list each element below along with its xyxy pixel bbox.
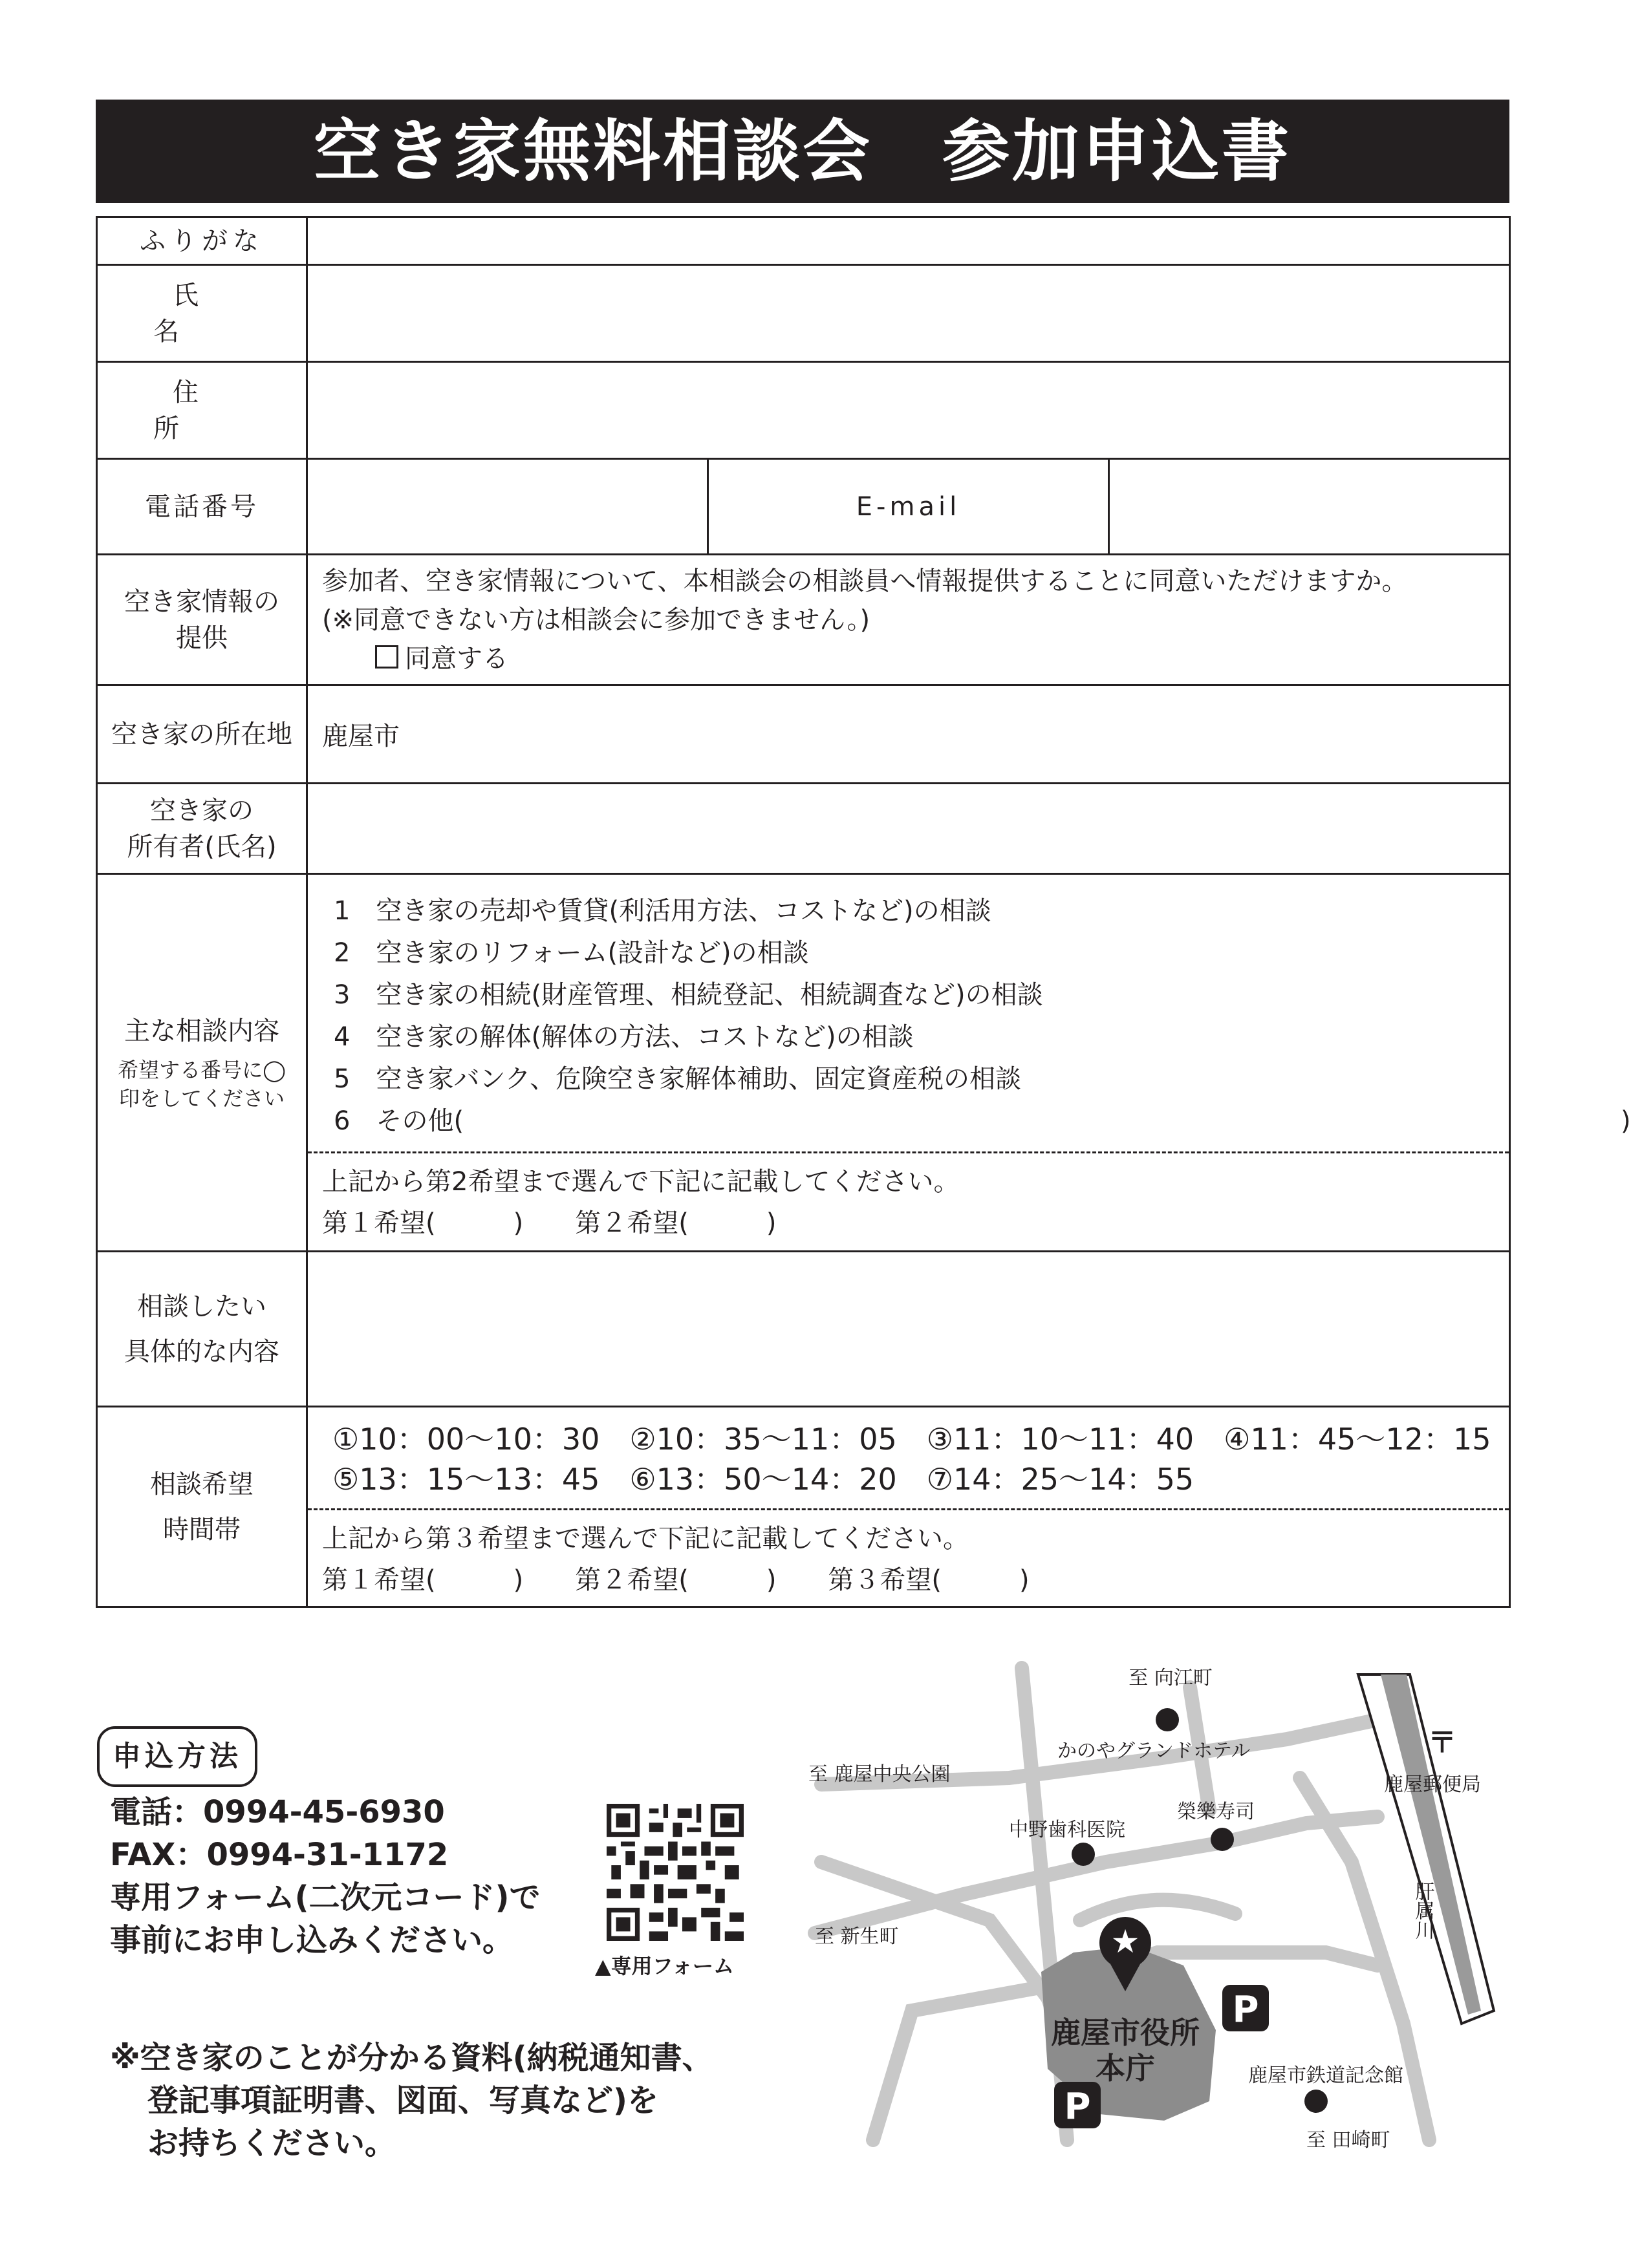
note-line-3: お持ちください。 — [147, 2125, 396, 2161]
qr-code-icon[interactable] — [607, 1804, 744, 1941]
to-mukaemachi-label: 至 向江町 — [1129, 1667, 1213, 1689]
info-text-1: 参加者、空き家情報について、本相談会の相談員へ情報提供することに同意いただけますか。 — [322, 566, 1408, 596]
info-provision-cell — [307, 555, 1510, 685]
time-choice[interactable]: 第１希望( ) 第２希望( ) 第３希望( ) — [322, 1565, 1030, 1595]
howto-title: 申込方法 — [97, 1726, 257, 1787]
sushi-marker — [1211, 1828, 1234, 1851]
to-shinsei-label: 至 新生町 — [815, 1925, 899, 1948]
location-field[interactable]: 鹿屋市 — [307, 685, 1510, 784]
time-choice-section — [308, 1508, 1509, 1606]
howto-line-3: 専用フォーム(二次元コード)で — [110, 1879, 541, 1916]
address-field[interactable] — [307, 362, 1510, 459]
owner-field[interactable] — [307, 784, 1510, 874]
topics-label: 主な相談内容 希望する番号に◯ 印をしてください — [97, 874, 307, 1252]
time-cell — [307, 1407, 1510, 1607]
dental-label: 中野歯科医院 — [1009, 1819, 1125, 1841]
topic-item-2[interactable]: 2 空き家のリフォーム(設計など)の相談 — [334, 938, 809, 968]
hotel-marker — [1156, 1708, 1179, 1731]
topics-choice-section — [308, 1151, 1509, 1249]
star-icon: ★ — [1110, 1923, 1140, 1960]
phone-field[interactable] — [307, 459, 708, 555]
river-label: 肝属川 — [1411, 1881, 1434, 1940]
dental-marker — [1072, 1843, 1095, 1866]
sushi-label: 榮樂寿司 — [1177, 1801, 1255, 1823]
topics-choice[interactable]: 第１希望( ) 第２希望( ) — [322, 1208, 777, 1238]
topic-item-3[interactable]: 3 空き家の相続(財産管理、相続登記、相続調査など)の相談 — [334, 980, 1043, 1010]
river-water — [1381, 1674, 1481, 2015]
time-slots-row-2[interactable]: ⑤13：15〜13：45 ⑥13：50〜14：20 ⑦14：25〜14：55 — [332, 1462, 1194, 1497]
note-line-2: 登記事項証明書、図面、写真など)を — [147, 2082, 658, 2119]
phone-label: 電話番号 — [97, 459, 307, 555]
post-office-label: 鹿屋郵便局 — [1384, 1773, 1481, 1796]
application-form — [96, 216, 1631, 1608]
museum-marker — [1304, 2090, 1328, 2113]
topic-item-6[interactable]: 6 その他( ) — [334, 1106, 1631, 1136]
hotel-label: かのやグランドホテル — [1057, 1740, 1251, 1762]
title-right: 参加申込書 — [942, 112, 1292, 191]
email-field[interactable] — [1109, 459, 1510, 555]
name-field[interactable] — [307, 265, 1510, 362]
note-section — [110, 2037, 713, 2165]
topic-item-1[interactable]: 1 空き家の売却や賃貸(利活用方法、コストなど)の相談 — [334, 896, 991, 926]
qr-caption: ▲専用フォーム — [595, 1954, 735, 1978]
howto-tel[interactable]: 電話：0994-45-6930 — [110, 1794, 445, 1830]
email-label: E-mail — [708, 459, 1109, 555]
to-tasaki-label: 至 田崎町 — [1306, 2129, 1390, 2152]
furigana-label: ふりがな — [97, 217, 307, 265]
map-road — [1080, 1900, 1235, 1920]
agree-checkbox[interactable] — [375, 645, 398, 669]
time-slots-row-1[interactable]: ①10：00〜10：30 ②10：35〜11：05 ③11：10〜11：40 ④11：45〜12：15 — [332, 1422, 1491, 1457]
to-park-label: 至 鹿屋中央公園 — [808, 1763, 951, 1786]
topics-cell — [307, 874, 1631, 1252]
detail-field[interactable] — [307, 1252, 1510, 1407]
detail-label: 相談したい 具体的な内容 — [97, 1252, 307, 1407]
info-provision-label: 空き家情報の 提供 — [97, 555, 307, 685]
location-label: 空き家の所在地 — [97, 685, 307, 784]
owner-label: 空き家の 所有者(氏名) — [97, 784, 307, 874]
agree-checkbox-row[interactable] — [322, 639, 1495, 678]
title-left: 空き家無料相談会 — [313, 112, 872, 191]
howto-fax: FAX：0994-31-1172 — [110, 1837, 449, 1873]
post-office-icon: 〒 — [1428, 1726, 1456, 1759]
furigana-field[interactable] — [307, 217, 1510, 265]
info-text-2: (※同意できない方は相談会に参加できません。) — [322, 604, 870, 635]
city-hall-label-2: 本庁 — [1096, 2051, 1155, 2086]
topic-item-5[interactable]: 5 空き家バンク、危険空き家解体補助、固定資産税の相談 — [334, 1064, 1022, 1094]
topics-note: 上記から第2希望まで選んで下記に記載してください。 — [322, 1167, 960, 1197]
svg-text:P: P — [1064, 2086, 1091, 2128]
museum-label: 鹿屋市鉄道記念館 — [1248, 2064, 1403, 2087]
access-map — [795, 1649, 1513, 2166]
address-label: 住所 — [97, 362, 307, 459]
city-hall-label-1: 鹿屋市役所 — [1051, 2015, 1200, 2050]
howto-line-4: 事前にお申し込みください。 — [110, 1922, 514, 1958]
note-line-1: ※空き家のことが分かる資料(納税通知書、 — [110, 2040, 713, 2076]
time-note: 上記から第３希望まで選んで下記に記載してください。 — [322, 1524, 969, 1554]
page-title — [96, 100, 1509, 203]
name-label: 氏名 — [97, 265, 307, 362]
time-label: 相談希望 時間帯 — [97, 1407, 307, 1607]
svg-text:P: P — [1232, 1989, 1259, 2031]
agree-label: 同意する — [405, 643, 508, 674]
topic-item-4[interactable]: 4 空き家の解体(解体の方法、コストなど)の相談 — [334, 1022, 914, 1052]
howto-section — [110, 1791, 540, 1962]
